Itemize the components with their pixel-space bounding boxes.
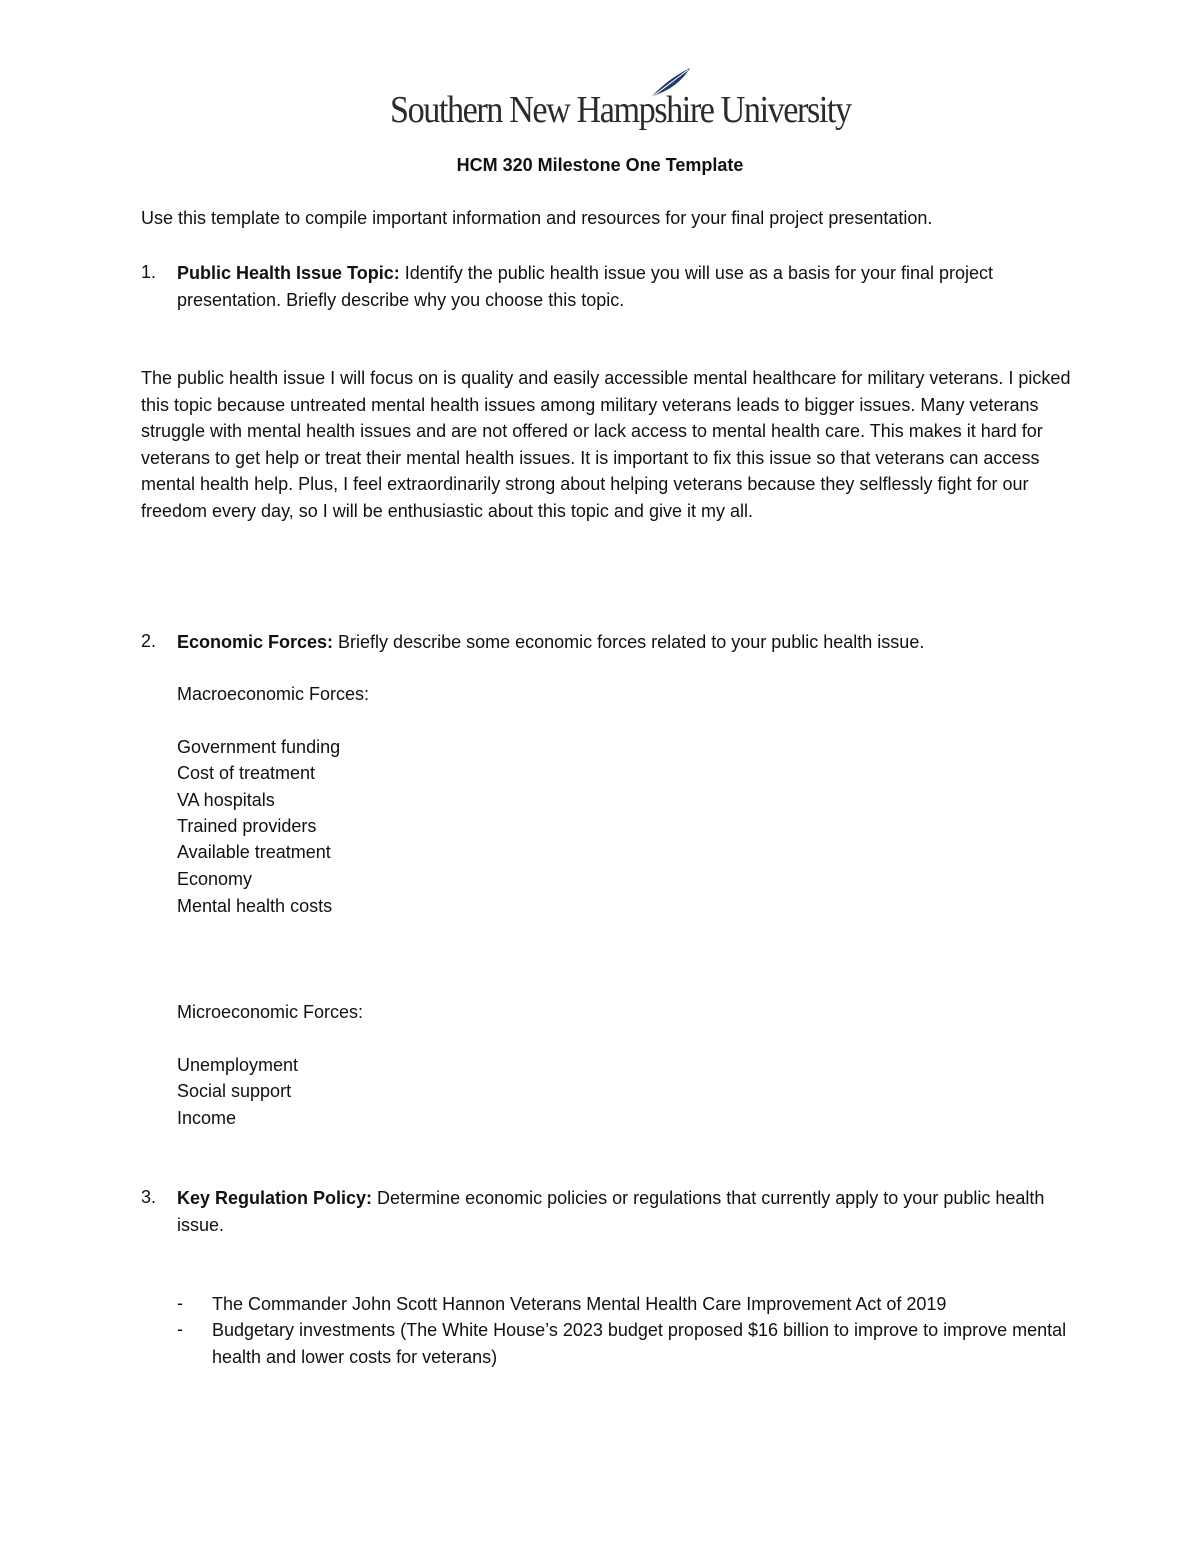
section-3-number: 3. bbox=[141, 1187, 157, 1207]
intro-text: Use this template to compile important information and resources for your final project presentation. bbox=[141, 208, 933, 228]
list-item: Cost of treatment bbox=[177, 763, 316, 783]
micro-label: Microeconomic Forces: bbox=[177, 1002, 364, 1022]
bullet-text: Budgetary investments (The White House’s 2023 budget proposed $16 billion to improve to improve mental health and lower costs for veterans) bbox=[212, 1320, 1067, 1367]
section-1-answer: The public health issue I will focus on is quality and easily accessible mental healthcare for military veterans. I picked this topic because untreated mental health issues among military veterans leads to bigger issues. Many veterans struggle with mental health issues and are not offered or lack access to mental health care. This makes it hard for veterans to get help or treat their mental health issues. It is important to fix this issue so that veterans can access mental health help. Plus, I feel extraordinarily strong about helping veterans because they selflessly fight for our freedom every day, so I will be enthusiastic about this topic and give it my all. bbox=[141, 368, 1071, 521]
bullet-dash: - bbox=[177, 1319, 183, 1339]
logo-text: Southern New Hampshire University bbox=[390, 89, 851, 131]
list-item: Mental health costs bbox=[177, 896, 333, 916]
bullet-dash: - bbox=[177, 1293, 183, 1313]
list-item: Trained providers bbox=[177, 816, 317, 836]
section-1-heading: Public Health Issue Topic: bbox=[177, 263, 400, 283]
section-1-number: 1. bbox=[141, 262, 157, 282]
list-item: Social support bbox=[177, 1081, 292, 1101]
bullet-text: The Commander John Scott Hannon Veterans Mental Health Care Improvement Act of 2019 bbox=[212, 1294, 947, 1314]
university-logo bbox=[386, 66, 851, 136]
section-2-heading: Economic Forces: bbox=[177, 632, 334, 652]
list-item: Available treatment bbox=[177, 842, 331, 862]
macro-label: Macroeconomic Forces: bbox=[177, 684, 370, 704]
list-item: VA hospitals bbox=[177, 790, 275, 810]
section-2-prompt: Briefly describe some economic forces related to your public health issue. bbox=[333, 632, 925, 652]
page-title: HCM 320 Milestone One Template bbox=[456, 155, 744, 175]
section-3-heading-block bbox=[177, 1185, 1077, 1238]
list-item: Government funding bbox=[177, 737, 341, 757]
list-item: Unemployment bbox=[177, 1055, 299, 1075]
section-3-prompt: Determine economic policies or regulations that currently apply to your public health issue. bbox=[177, 1188, 1045, 1235]
list-item: Income bbox=[177, 1108, 237, 1128]
section-1-heading-block bbox=[177, 260, 1077, 313]
section-2-heading-block bbox=[177, 629, 1077, 656]
section-1-prompt: Identify the public health issue you will use as a basis for your final project presentation. Briefly describe why you choose this topic. bbox=[177, 263, 994, 310]
list-item: Economy bbox=[177, 869, 253, 889]
section-3-heading: Key Regulation Policy: bbox=[177, 1188, 373, 1208]
section-2-number: 2. bbox=[141, 631, 157, 651]
